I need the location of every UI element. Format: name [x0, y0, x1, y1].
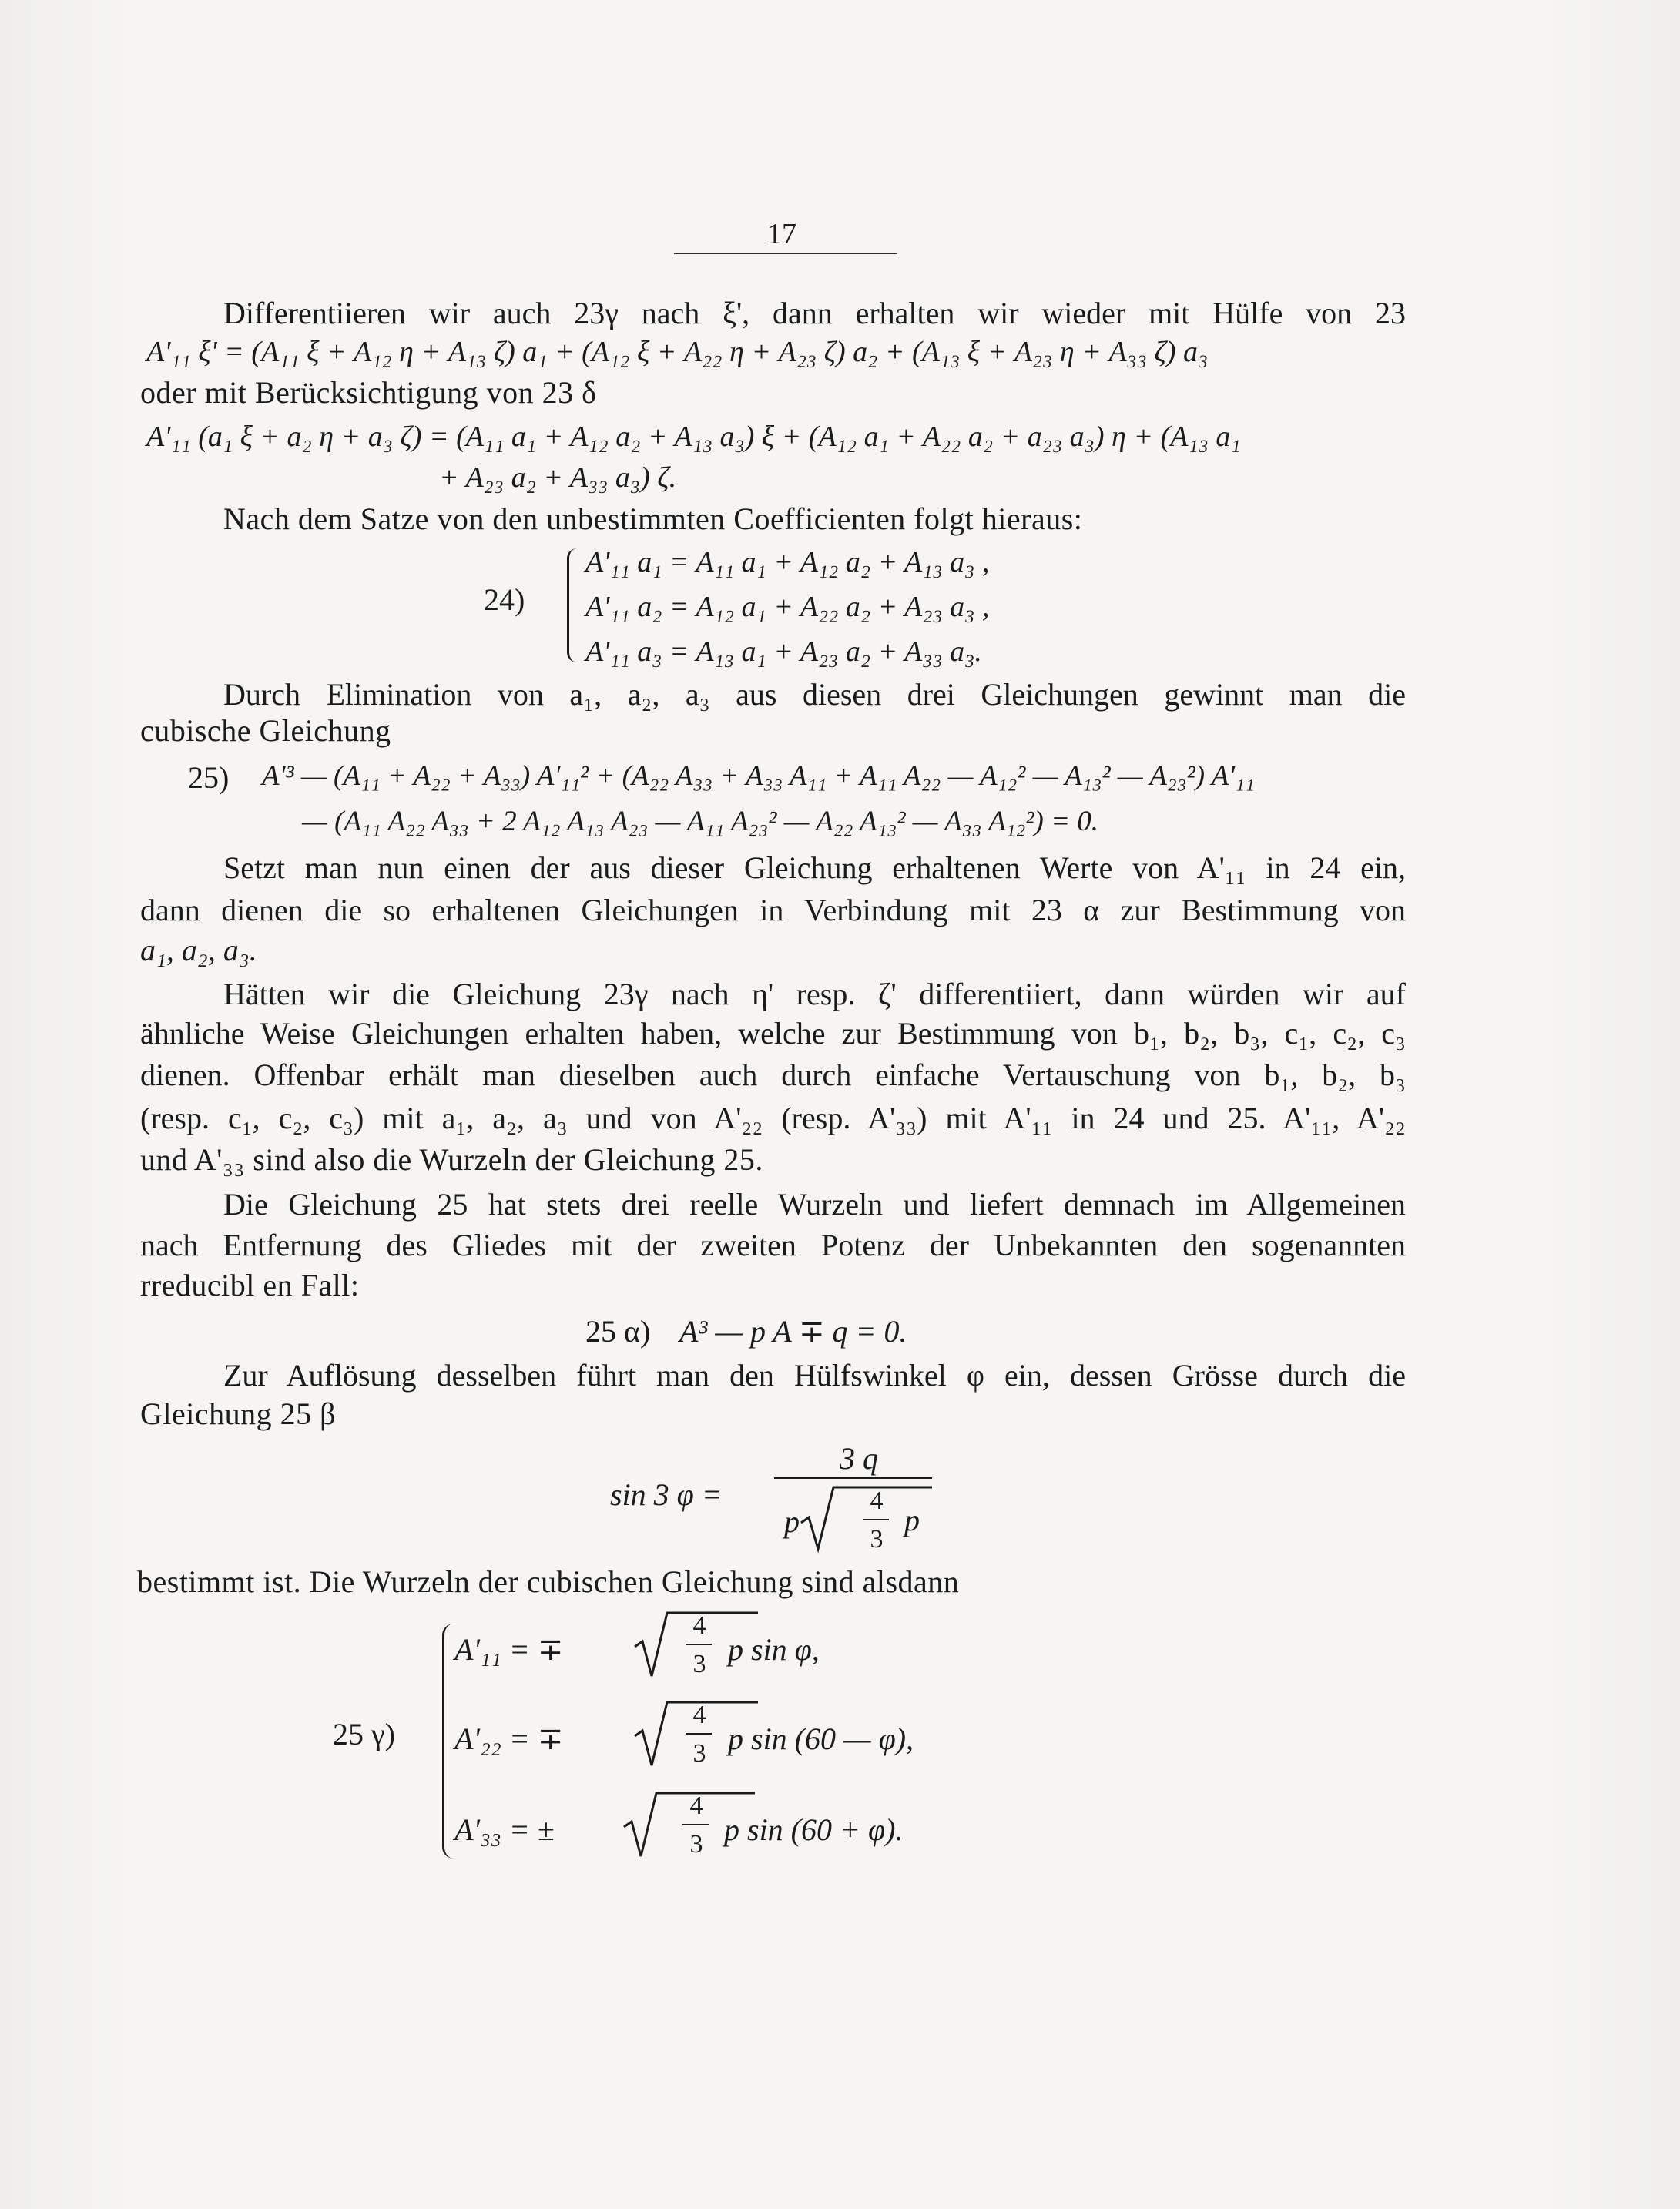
text-line: und A'₃₃ sind also die Wurzeln der Gleichung 25.	[140, 1142, 763, 1177]
brace	[567, 548, 577, 662]
text-line: oder mit Berücksichtigung von 23 δ	[140, 375, 597, 410]
equation-label: 24)	[484, 582, 525, 617]
fraction-bar	[686, 1733, 712, 1735]
equation-rhs: p sin (60 — φ),	[728, 1721, 914, 1756]
equation-label: 25 α)	[585, 1314, 651, 1349]
text-line: Differentiieren wir auch 23γ nach ξ', dann erhalten wir wieder mit Hülfe von 23	[223, 296, 1406, 330]
equation-rhs: p sin φ,	[728, 1632, 820, 1667]
fraction-denominator: 3	[689, 1830, 703, 1859]
denominator-p: p	[784, 1504, 800, 1539]
brace	[442, 1624, 454, 1859]
text-line: Durch Elimination von a₁, a₂, a₃ aus diesen drei Gleichungen gewinnt man die	[223, 677, 1406, 712]
equation: A³ — p A ∓ q = 0.	[679, 1314, 907, 1349]
equation-lhs: A'₃₃ = ±	[454, 1812, 555, 1847]
text-line: nach Entfernung des Gliedes mit der zweiten Potenz der Unbekannten den sogenannten	[140, 1228, 1406, 1262]
text-line: Setzt man nun einen der aus dieser Gleichung erhaltenen Werte von A'₁₁ in 24 ein,	[223, 850, 1406, 885]
page-number: 17	[767, 218, 796, 250]
equation: A'₁₁ a₁ = A₁₁ a₁ + A₁₂ a₂ + A₁₃ a₃ ,	[585, 546, 990, 578]
denominator-p: p	[904, 1503, 920, 1537]
text-line: Gleichung 25 β	[140, 1396, 336, 1431]
equation: A'₁₁ a₂ = A₁₂ a₁ + A₂₂ a₂ + A₂₃ a₃ ,	[585, 591, 990, 623]
text-line: dann dienen die so erhaltenen Gleichungen in Verbindung mit 23 α zur Bestimmung von	[140, 893, 1406, 927]
fraction-numerator: 4	[870, 1487, 884, 1515]
equation-lhs: sin 3 φ =	[610, 1477, 723, 1512]
text-line: (resp. c₁, c₂, c₃) mit a₁, a₂, a₃ und von A'₂₂ (resp. A'₃₃) mit A'₁₁ in 24 und 25. A'₁₁, A'₂₂	[140, 1101, 1406, 1135]
text-line: bestimmt ist. Die Wurzeln der cubischen Gleichung sind alsdann	[137, 1564, 960, 1599]
fraction-denominator: 3	[870, 1525, 884, 1554]
text-line: ähnliche Weise Gleichungen erhalten haben, welche zur Bestimmung von b₁, b₂, b₃, c₁, c₂, c₃	[140, 1016, 1406, 1051]
fraction-bar	[863, 1519, 889, 1520]
fraction-numerator: 4	[692, 1611, 706, 1640]
text-line: Nach dem Satze von den unbestimmten Coefficienten folgt hieraus:	[223, 501, 1083, 536]
equation: — (A₁₁ A₂₂ A₃₃ + 2 A₁₂ A₁₃ A₂₃ — A₁₁ A₂₃² — A₂₂ A₁₃² — A₃₃ A₁₂²) = 0.	[302, 806, 1099, 837]
text-line: Zur Auflösung desselben führt man den Hülfswinkel φ ein, dessen Grösse durch die	[223, 1358, 1406, 1393]
text-line: rreducibl en Fall:	[140, 1268, 360, 1302]
fraction-denominator: 3	[692, 1650, 706, 1678]
fraction-bar	[774, 1477, 932, 1479]
equation: A'₁₁ (a₁ ξ + a₂ η + a₃ ζ) = (A₁₁ a₁ + A₁₂ a₂ + A₁₃ a₃) ξ + (A₁₂ a₁ + A₂₂ a₂ + a₂₃ a₃) η + (A₁₃ a₁	[146, 421, 1241, 453]
equation-label: 25 γ)	[333, 1717, 395, 1751]
equation-label: 25)	[188, 760, 230, 795]
text-line: cubische Gleichung	[140, 713, 391, 748]
equation: A'³ — (A₁₁ + A₂₂ + A₃₃) A'₁₁² + (A₂₂ A₃₃ + A₃₃ A₁₁ + A₁₁ A₂₂ — A₁₂² — A₁₃² — A₂₃²) A'₁₁	[262, 760, 1255, 792]
fraction-bar	[686, 1644, 712, 1645]
equation-lhs: A'₁₁ = ∓	[454, 1632, 564, 1667]
equation-rhs: p sin (60 + φ).	[724, 1812, 904, 1847]
text-line: Die Gleichung 25 hat stets drei reelle Wurzeln und liefert demnach im Allgemeinen	[223, 1187, 1406, 1222]
equation: A'₁₁ a₃ = A₁₃ a₁ + A₂₃ a₂ + A₃₃ a₃.	[585, 635, 982, 668]
fraction-numerator: 4	[689, 1792, 703, 1820]
fraction-bar	[682, 1824, 709, 1825]
equation: A'₁₁ ξ' = (A₁₁ ξ + A₁₂ η + A₁₃ ζ) a₁ + (A₁₂ ξ + A₂₂ η + A₂₃ ζ) a₂ + (A₁₃ ξ + A₂₃ η + A₃₃ ζ) a₃	[146, 336, 1209, 368]
equation: + A₂₃ a₂ + A₃₃ a₃) ζ.	[439, 461, 677, 494]
header-rule	[674, 253, 897, 254]
fraction-numerator: 4	[692, 1701, 706, 1729]
fraction-numerator: 3 q	[840, 1441, 878, 1476]
text-line: dienen. Offenbar erhält man dieselben auch durch einfache Vertauschung von b₁, b₂, b₃	[140, 1058, 1406, 1092]
fraction-denominator: 3	[692, 1739, 706, 1768]
equation-lhs: A'₂₂ = ∓	[454, 1721, 564, 1756]
text-line: Hätten wir die Gleichung 23γ nach η' resp. ζ' differentiiert, dann würden wir auf	[223, 977, 1406, 1011]
text-line: a₁, a₂, a₃.	[140, 933, 257, 967]
